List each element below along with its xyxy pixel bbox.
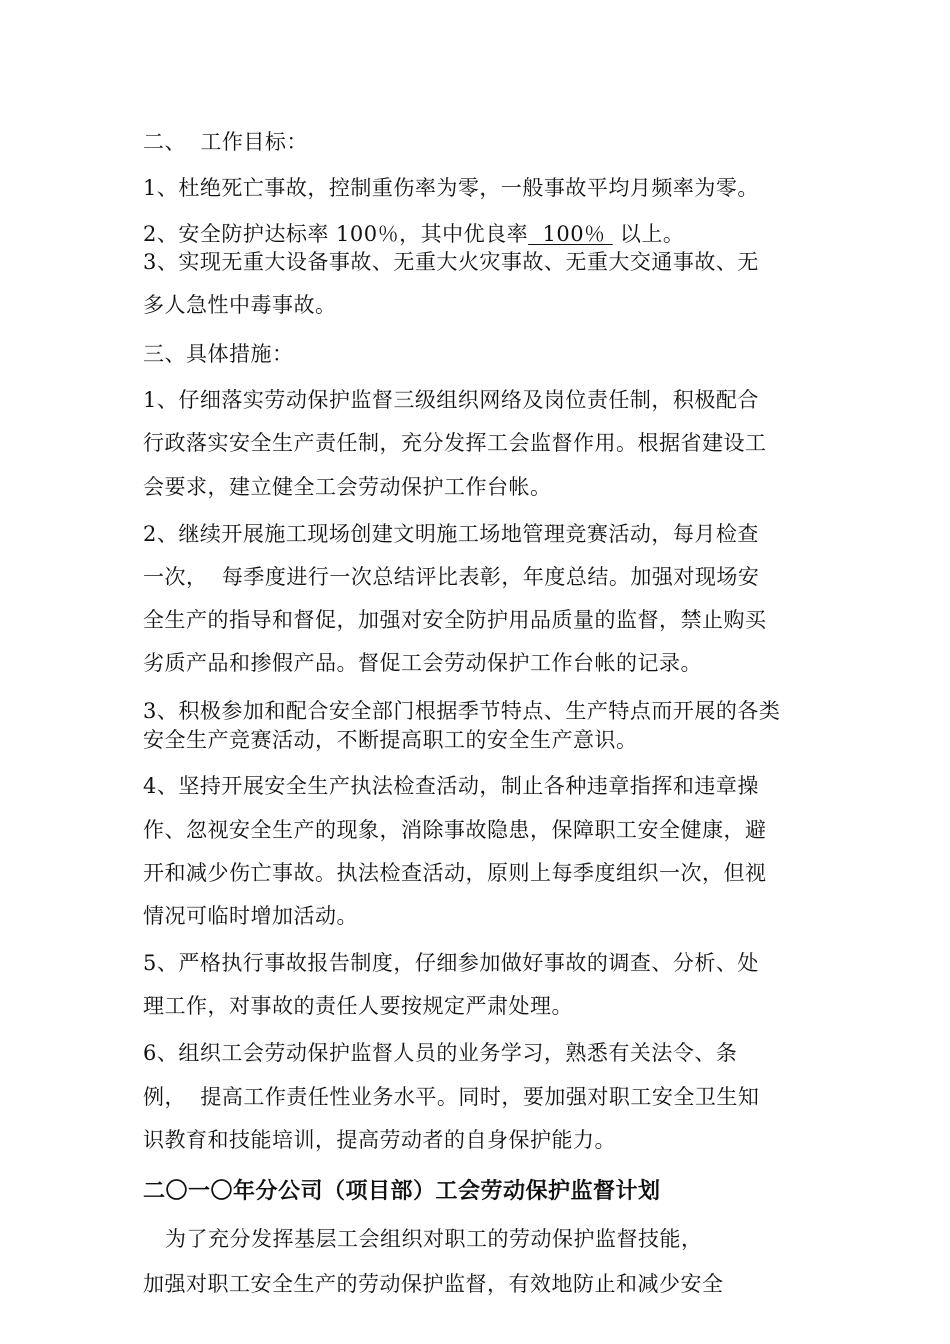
measure-line: 作、忽视安全生产的现象，消除事故隐患，保障职工安全健康，避 (143, 818, 767, 842)
measure-line: 5、严格执行事故报告制度，仔细参加做好事故的调查、分析、处 (143, 951, 759, 975)
section-heading-measures: 三、具体措施： (143, 342, 294, 366)
goal-item-1: 1、杜绝死亡事故，控制重伤率为零，一般事故平均月频率为零。 (143, 176, 759, 200)
plan-paragraph-line: 加强对职工安全生产的劳动保护监督，有效地防止和减少安全 (143, 1272, 724, 1296)
measure-line: 一次， 每季度进行一次总结评比表彰，年度总结。加强对现场安 (143, 565, 760, 589)
goal-item-2-text: 2、安全防护达标率 100％，其中优良率 (143, 222, 529, 246)
measure-line: 劣质产品和掺假产品。督促工会劳动保护工作台帐的记录。 (143, 651, 702, 675)
measure-line: 例， 提高工作责任性业务水平。同时，要加强对职工安全卫生知 (143, 1085, 760, 1109)
measure-line: 行政落实安全生产责任制，充分发挥工会监督作用。根据省建设工 (143, 431, 767, 455)
measure-line: 会要求，建立健全工会劳动保护工作台帐。 (143, 475, 552, 499)
plan-title: 二〇一〇年分公司（项目部）工会劳动保护监督计划 (143, 1179, 661, 1204)
measure-line: 4、坚持开展安全生产执法检查活动，制止各种违章指挥和违章操 (143, 774, 759, 798)
measure-line: 开和减少伤亡事故。执法检查活动，原则上每季度组织一次，但视 (143, 861, 767, 885)
goal-item-3: 3、实现无重大设备事故、无重大火灾事故、无重大交通事故、无 (143, 250, 759, 274)
measure-line: 识教育和技能培训，提高劳动者的自身保护能力。 (143, 1128, 616, 1152)
measure-line: 情况可临时增加活动。 (143, 904, 358, 928)
goal-item-3-cont: 多人急性中毒事故。 (143, 293, 337, 317)
measure-line: 3、积极参加和配合安全部门根据季节特点、生产特点而开展的各类 (143, 699, 781, 723)
measure-line: 全生产的指导和督促，加强对安全防护用品质量的监督，禁止购买 (143, 608, 767, 632)
section-heading-goals: 二、 工作目标： (143, 130, 308, 154)
goal-item-2-underlined-value: 100％ (528, 222, 613, 246)
measure-line: 2、继续开展施工现场创建文明施工场地管理竞赛活动，每月检查 (143, 522, 759, 546)
measure-line: 理工作，对事故的责任人要按规定严肃处理。 (143, 994, 573, 1018)
plan-paragraph-line: 为了充分发挥基层工会组织对职工的劳动保护监督技能， (165, 1227, 703, 1251)
measure-line: 1、仔细落实劳动保护监督三级组织网络及岗位责任制，积极配合 (143, 388, 759, 412)
measure-line: 6、组织工会劳动保护监督人员的业务学习，熟悉有关法令、条 (143, 1041, 738, 1065)
goal-item-2 (143, 220, 684, 248)
goal-item-2-tail: 以上。 (612, 222, 685, 246)
measure-line: 安全生产竞赛活动，不断提高职工的安全生产意识。 (143, 728, 638, 752)
